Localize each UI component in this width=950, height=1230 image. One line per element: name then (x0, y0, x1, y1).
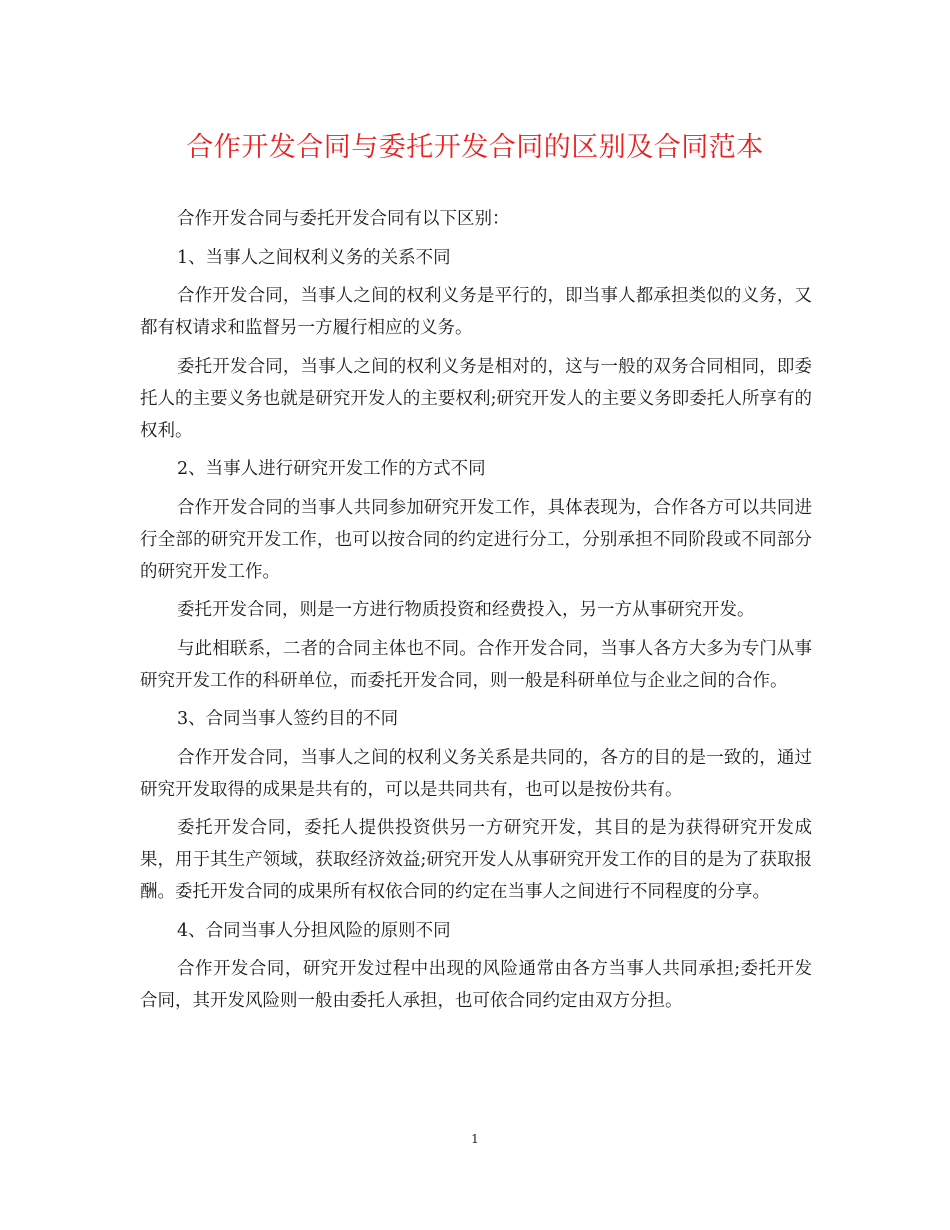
section-heading-4: 4、合同当事人分担风险的原则不同 (177, 920, 451, 941)
document-title: 合作开发合同与委托开发合同的区别及合同范本 (186, 132, 764, 163)
paragraph: 合作开发合同，研究开发过程中出现的风险通常由各方当事人共同承担;委托开发合同，其开发风险则一般由委托人承担，也可依合同约定由双方分担。 (140, 959, 812, 1011)
paragraph: 委托开发合同，委托人提供投资供另一方研究开发，其目的是为获得研究开发成果，用于其生产领域，获取经济效益;研究开发人从事研究开发工作的目的是为了获取报酬。委托开发合同的成果所有权依合同的约定在当事人之间进行不同程度的分享。 (140, 818, 812, 902)
section-heading-2: 2、当事人进行研究开发工作的方式不同 (177, 459, 486, 479)
document-body (140, 203, 812, 1024)
paragraph: 合作开发合同的当事人共同参加研究开发工作，具体表现为，合作各方可以共同进行全部的研究开发工作，也可以按合同的约定进行分工，分别承担不同阶段或不同部分的研究开发工作。 (140, 497, 812, 582)
paragraph-intro: 合作开发合同与委托开发合同有以下区别： (177, 209, 510, 229)
section-heading-3: 3、合同当事人签约目的不同 (177, 709, 399, 729)
paragraph: 合作开发合同，当事人之间的权利义务关系是共同的，各方的目的是一致的，通过研究开发取得的成果是共有的，可以是共同共有，也可以是按份共有。 (140, 747, 812, 800)
paragraph: 与此相联系，二者的合同主体也不同。合作开发合同，当事人各方大多为专门从事研究开发工作的科研单位，而委托开发合同，则一般是科研单位与企业之间的合作。 (140, 638, 812, 691)
paragraph: 委托开发合同，当事人之间的权利义务是相对的，这与一般的双务合同相同，即委托人的主要义务也就是研究开发人的主要权利;研究开发人的主要义务即委托人所享有的权利。 (140, 356, 812, 441)
section-heading-1: 1、当事人之间权利义务的关系不同 (177, 247, 451, 268)
page-number: 1 (471, 1132, 479, 1146)
paragraph: 委托开发合同，则是一方进行物质投资和经费投入，另一方从事研究开发。 (177, 600, 755, 620)
paragraph: 合作开发合同，当事人之间的权利义务是平行的，即当事人都承担类似的义务，又都有权请求和监督另一方履行相应的义务。 (140, 286, 812, 338)
